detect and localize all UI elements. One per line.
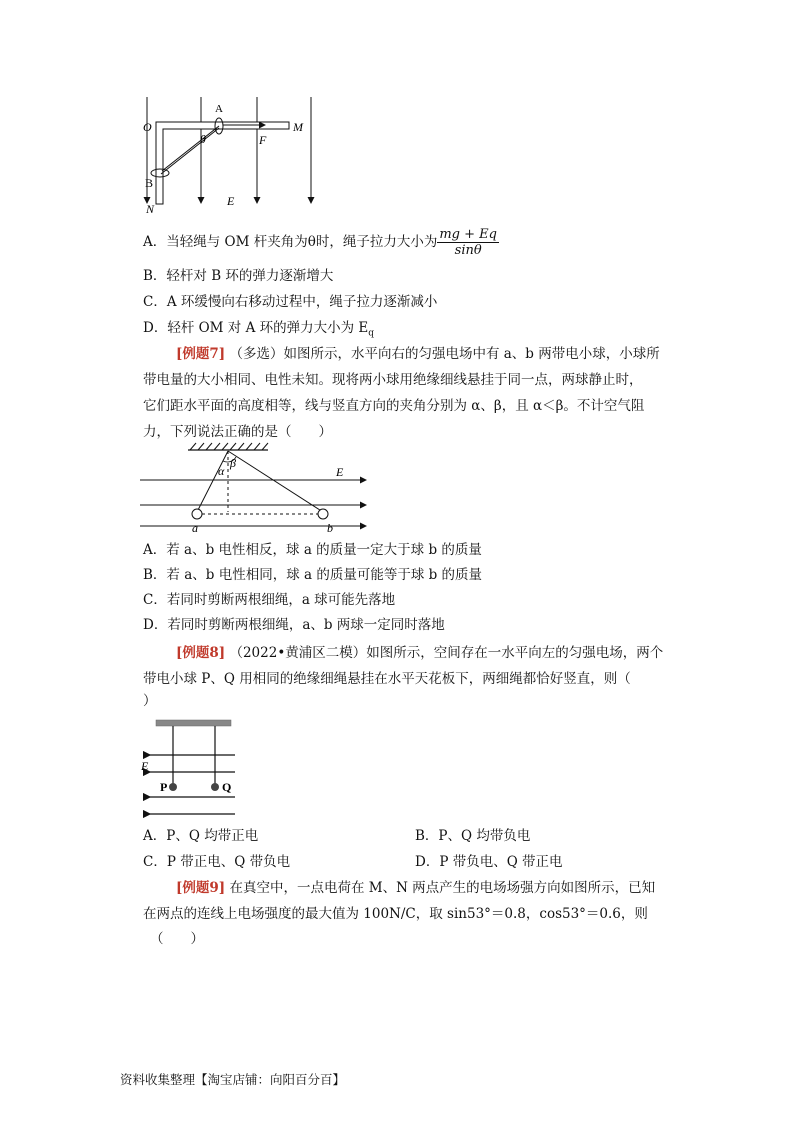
- q9-stem-line3: （ ）: [150, 931, 204, 947]
- label-E: E: [141, 759, 149, 773]
- q7-option-a: A．若 a、b 电性相反，球 a 的质量一定大于球 b 的质量: [143, 542, 482, 558]
- q8-option-d: D．P 带负电、Q 带正电: [415, 854, 563, 870]
- label-O: O: [143, 120, 152, 134]
- q9-stem-line2: 在两点的连线上电场强度的最大值为 100N/C，取 sin53°＝0.8，cos53°＝0.6，则: [143, 906, 648, 922]
- q8-option-c: C．P 带正电、Q 带负电: [143, 854, 291, 870]
- q7-stem-line4: 力，下列说法正确的是（ ）: [143, 424, 332, 440]
- label-M: M: [293, 120, 303, 134]
- label-N: N: [146, 202, 155, 215]
- q8-option-a: A．P、Q 均带正电: [143, 828, 259, 844]
- label-E: E: [336, 465, 344, 479]
- q7-tag: [例题7]: [176, 346, 226, 362]
- q6-fraction: $\frac{mg + Eq}{\sin\theta}$: [439, 227, 497, 258]
- q7-figure: [140, 438, 370, 533]
- q7-option-d: D．若同时剪断两根细绳，a、b 两球一定同时落地: [143, 617, 445, 633]
- q7-option-c: C．若同时剪断两根细绳，a 球可能先落地: [143, 592, 396, 608]
- q6-option-b: B．轻杆对 B 环的弹力逐渐增大: [143, 268, 334, 284]
- label-F: F: [259, 133, 267, 147]
- page-footer: 资料收集整理【淘宝店铺：向阳百分百】: [120, 1072, 346, 1087]
- q8-stem-line3: ）: [143, 693, 157, 709]
- label-P: P: [160, 780, 168, 794]
- q6-option-c: C．A 环缓慢向右移动过程中，绳子拉力逐渐减小: [143, 294, 438, 310]
- label-a: a: [192, 521, 198, 533]
- q6-option-a: A．当轻绳与 OM 杆夹角为θ时，绳子拉力大小为 $\frac{mg + Eq}{\sin\theta}$: [143, 227, 497, 258]
- q8-figure: [138, 715, 238, 820]
- label-B: B: [145, 176, 154, 190]
- q6-option-d: D．轻杆 OM 对 A 环的弹力大小为 $E_q$: [143, 320, 375, 339]
- label-theta: θ: [200, 132, 206, 146]
- q8-tag: [例题8]: [176, 645, 226, 661]
- q9-stem-line1: [例题9] 在真空中，一点电荷在 M、N 两点产生的电场场强方向如图所示，已知: [176, 880, 656, 896]
- label-beta: β: [230, 456, 236, 470]
- label-A: A: [215, 103, 223, 115]
- q8-option-b: B．P、Q 均带负电: [415, 828, 531, 844]
- label-alpha: α: [218, 464, 225, 478]
- label-b: b: [327, 521, 333, 533]
- q8-stem-line1: [例题8] （2022•黄浦区二模）如图所示，空间存在一水平向左的匀强电场，两个: [176, 645, 664, 661]
- q7-option-b: B．若 a、b 电性相同，球 a 的质量可能等于球 b 的质量: [143, 567, 483, 583]
- label-E: E: [227, 194, 235, 208]
- q6-figure: [135, 95, 335, 215]
- q7-stem-line1: [例题7] （多选）如图所示，水平向右的匀强电场中有 a、b 两带电小球，小球所: [176, 346, 660, 362]
- q7-stem-line3: 它们距水平面的高度相等，线与竖直方向的夹角分别为 α、β，且 α＜β。不计空气阻: [143, 398, 645, 414]
- q8-stem-line2: 带电小球 P、Q 用相同的绝缘细绳悬挂在水平天花板下，两细绳都恰好竖直，则（: [143, 671, 631, 687]
- label-Q: Q: [222, 780, 232, 794]
- q9-tag: [例题9]: [176, 880, 226, 896]
- q7-stem-line2: 带电量的大小相同、电性未知。现将两小球用绝缘细线悬挂于同一点，两球静止时，: [143, 372, 643, 388]
